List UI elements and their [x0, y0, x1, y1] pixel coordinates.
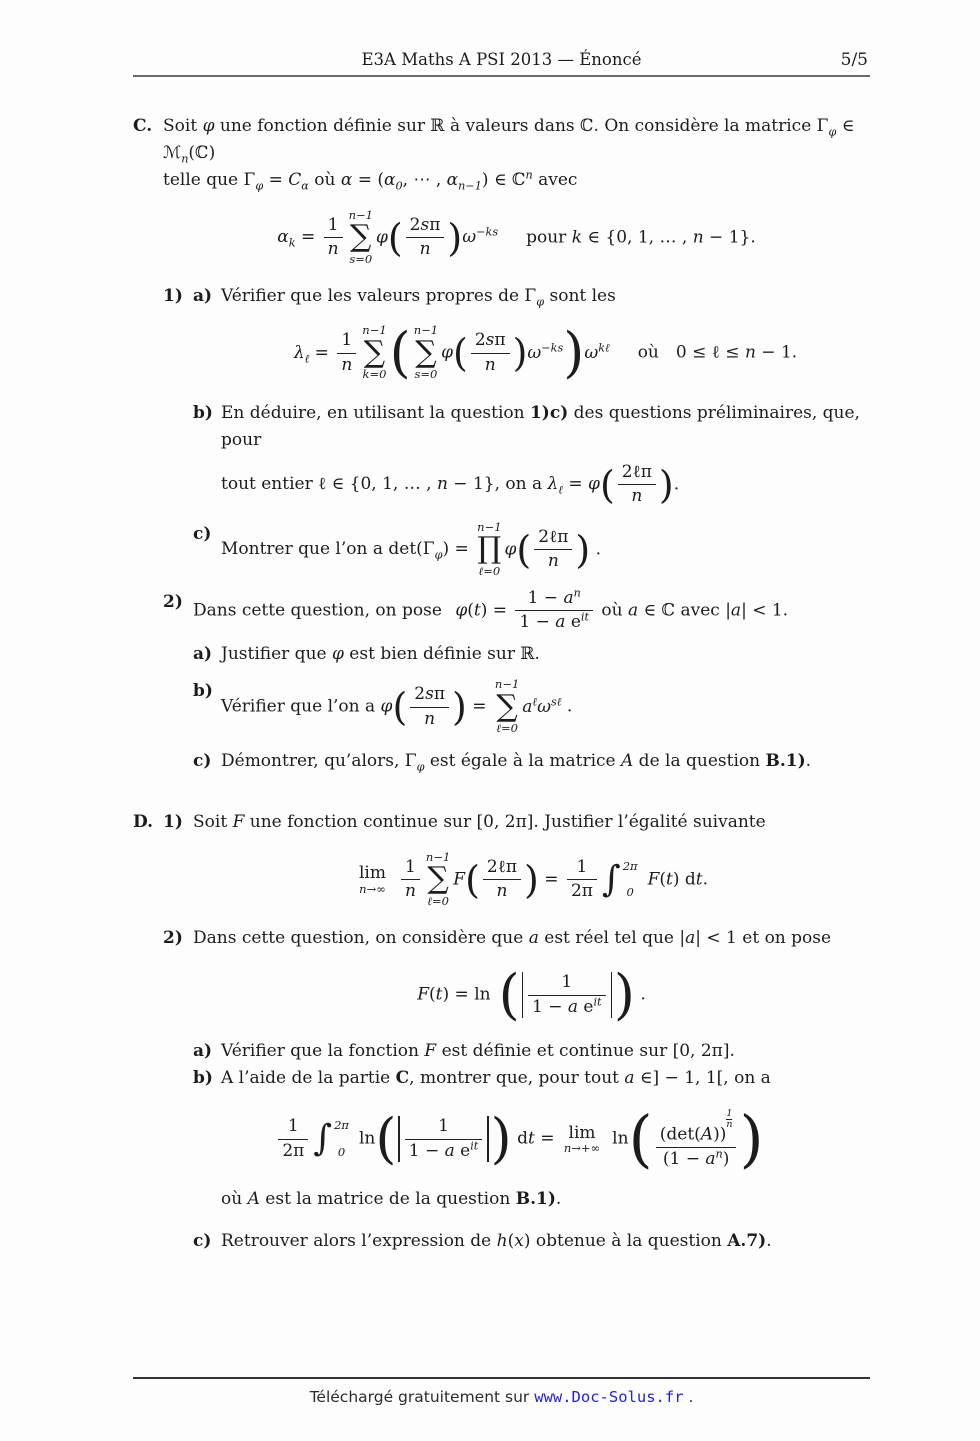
question-c2 — [163, 586, 870, 776]
abs-bar — [522, 972, 523, 1018]
item-d2a-text: Vérifier que la fonction F est définie et continue sur [0, 2π]. — [221, 1041, 735, 1061]
fraction-1-over-n: $\frac{1}{n}$ — [324, 216, 343, 260]
fraction-1-over-2pi: $\frac{1}{2\pi}$ — [278, 1117, 308, 1161]
item-d2b-label: b) — [193, 1068, 213, 1089]
phi-symbol: φ — [504, 539, 517, 560]
abs-bar — [398, 1116, 399, 1162]
document-body — [133, 113, 870, 1255]
question-d2-label: 2) — [163, 927, 183, 948]
formula-F-definition: F(t) = ln ( $\frac{1}{1 - a e^{it}}$ ) . — [417, 963, 646, 1026]
item-c1b-line2: tout entier ℓ ∈ {0, 1, … , n − 1}, on a $\lambda_\ell = \varphi$( $\frac{\text{2ℓπ}}{n}$ ). — [221, 461, 680, 507]
item-d2b-text: A l’aide de la partie C, montrer que, pour tout a ∈] − 1, 1[, on a — [221, 1068, 771, 1089]
formula-condition: pour k ∈ {0, 1, … , n − 1}. — [526, 227, 756, 248]
dt-differential: dt — [511, 1128, 535, 1149]
fraction-1-over-2pi: $\frac{1}{2\pi}$ — [567, 858, 597, 902]
item-c1c-label: c) — [193, 523, 212, 544]
question-d1-text: Soit F une fonction continue sur [0, 2π]. Justifier l’égalité suivante — [193, 812, 766, 833]
right-paren: ) — [447, 215, 463, 260]
big-left-paren: ( — [389, 321, 411, 385]
item-c1b — [193, 400, 870, 506]
sum-terms: $a^\ell\omega^{s\ell}$ — [522, 695, 562, 717]
item-c1c-text: Montrer que l’on a $\det(\Gamma_\varphi)$ = n−1 ∏ ℓ=0 φ( $\frac{\text{2ℓπ}}{n}$ ) . — [221, 519, 602, 578]
part-c-intro-line1: Soit φ une fonction définie sur ℝ à valeurs dans ℂ. On considère la matrice $\Gamma_\varphi$ ∈ ℳ$_n$(ℂ) — [163, 116, 855, 166]
item-c1b-label: b) — [193, 403, 213, 424]
left-paren: ( — [387, 215, 403, 260]
item-c2c-label: c) — [193, 751, 212, 772]
footer-text — [133, 1388, 870, 1406]
fraction-2spi-over-n: $\frac{2s\pi}{n}$ — [410, 685, 449, 729]
fraction-2lpi-over-n: $\frac{\text{2ℓπ}}{n}$ — [483, 858, 521, 902]
formula-lhs: $\alpha_k$ = — [277, 227, 321, 250]
formula-limit-riemann: lim n→∞ $\frac{1}{n}$ n−1 ∑ ℓ=0 F( $\frac{\text{2ℓπ}}{n}$ ) = $\frac{1}{2\pi}$ ∫ 2π 0 F(t) dt. — [358, 849, 709, 909]
formula-integral-det: $\frac{1}{2\pi}$ ∫ 2π 0 ln( $\frac{1}{1 - a e^{it}}$ ) dt = lim n→+∞ ln( (det(A)) $^{\frac{1}{n}}$ $(1 - a^n)$ ) — [169, 1106, 870, 1172]
F-variable: F — [453, 869, 466, 890]
item-c2b — [193, 678, 870, 736]
item-c2c — [193, 748, 870, 775]
fraction-2spi-over-n: $\frac{2s\pi}{n}$ — [406, 216, 445, 260]
fraction-1-over-n: $\frac{1}{n}$ — [337, 331, 356, 375]
ln-function: ln — [612, 1128, 629, 1149]
item-c2b-label: b) — [193, 681, 213, 702]
formula-condition: où 0 ≤ ℓ ≤ n − 1. — [637, 342, 798, 363]
exponent-1-over-n: 1 n — [726, 1108, 733, 1130]
item-d2c — [193, 1228, 870, 1255]
item-d2b — [193, 1065, 870, 1213]
question-c2-body — [193, 586, 870, 776]
header-page-number: 5/5 — [840, 50, 868, 70]
item-c1c — [193, 521, 870, 579]
part-C — [133, 113, 870, 775]
fraction-2lpi-over-n: $\frac{\text{2ℓπ}}{n}$ — [618, 463, 656, 507]
ln-function: ln — [358, 1128, 376, 1149]
item-c1a-text: Vérifier que les valeurs propres de $\Gamma_\varphi$ sont les — [221, 285, 616, 309]
sum-operator: n−1 ∑ s=0 — [348, 207, 373, 266]
part-d-body — [163, 809, 870, 1254]
abs-bar — [611, 972, 612, 1018]
item-c2b-text: Vérifier que l’on a φ( $\frac{2s\pi}{n}$ ) = n−1 ∑ ℓ=0 $a^\ell\omega^{s\ell}$ . — [221, 677, 573, 736]
item-c2c-text: Démontrer, qu’alors, $\Gamma_\varphi$ est égale à la matrice A de la question B.1). — [221, 751, 812, 774]
product-operator: n−1 ∏ ℓ=0 — [477, 519, 502, 578]
footer-rule — [133, 1377, 870, 1379]
item-d2c-text: Retrouver alors l’expression de h(x) obtenue à la question A.7). — [221, 1230, 772, 1251]
page-header — [133, 50, 870, 77]
item-c2a-label: a) — [193, 643, 213, 664]
page-footer — [133, 1377, 870, 1406]
sum-operator-k: n−1 ∑ k=0 — [362, 322, 387, 382]
sum-operator: n−1 ∑ ℓ=0 — [494, 677, 520, 736]
omega-power: $\omega^{-ks}$ — [462, 225, 499, 248]
item-c1a-label: a) — [193, 285, 213, 306]
fraction-phi-t: $\frac{1 - a^n}{1 - a e^{it}}$ — [515, 589, 593, 633]
integrand: F(t) dt. — [647, 869, 709, 890]
question-d1 — [163, 809, 870, 908]
question-d1-label: 1) — [163, 812, 183, 833]
abs-bar — [487, 1116, 488, 1162]
question-c1 — [163, 283, 870, 579]
question-d2 — [163, 925, 870, 1255]
question-d2-text: Dans cette question, on considère que a est réel tel que |a| < 1 et on pose — [193, 927, 832, 948]
part-D — [133, 809, 870, 1254]
formula-alpha-k — [163, 209, 870, 267]
part-c-label: C. — [133, 116, 153, 136]
sum-operator-s: n−1 ∑ s=0 — [413, 322, 439, 382]
fraction-det: (det(A)) $^{\frac{1}{n}}$ $(1 - a^n)$ — [656, 1109, 737, 1170]
part-d-label: D. — [133, 812, 154, 833]
limit-operator: lim n→∞ — [358, 863, 386, 896]
question-c2-label: 2) — [163, 591, 183, 612]
integral-operator: ∫ 2π 0 — [313, 1118, 349, 1160]
item-c2a-text: Justifier que φ est bien définie sur ℝ. — [221, 643, 540, 664]
footer-suffix: . — [683, 1388, 694, 1406]
part-c-body — [163, 113, 870, 775]
item-d2a-label: a) — [193, 1041, 213, 1061]
omega-power-kl: $\omega^{k\ell}$ — [584, 340, 610, 363]
item-c1a — [193, 283, 870, 385]
header-title: E3A Maths A PSI 2013 — Énoncé — [361, 50, 642, 69]
item-d2a — [193, 1038, 870, 1065]
fraction-1-over-n: $\frac{1}{n}$ — [401, 858, 420, 902]
big-right-paren: ) — [563, 321, 585, 385]
footer-link[interactable]: www.Doc-Solus.fr — [534, 1388, 684, 1406]
omega-power-ks: $\omega^{-ks}$ — [527, 340, 564, 363]
phi-symbol: φ — [441, 342, 453, 363]
sum-operator: n−1 ∑ ℓ=0 — [425, 849, 451, 909]
integral-operator: ∫ 2π 0 — [601, 858, 638, 900]
question-c1-body — [193, 283, 870, 579]
question-c1-label: 1) — [163, 285, 183, 306]
limit-operator: lim n→+∞ — [563, 1122, 601, 1156]
footer-prefix: Téléchargé gratuitement sur — [309, 1388, 535, 1406]
part-c-intro-line2: telle que $\Gamma_\varphi = C_\alpha$ où $\alpha = (\alpha_0$, ⋯ , $\alpha_{n-1}$) ∈ ℂ$^n$ avec — [163, 168, 578, 193]
item-d2c-label: c) — [193, 1230, 212, 1251]
question-c2-intro: Dans cette question, on pose φ(t) = $\frac{1 - a^n}{1 - a e^{it}}$ où a ∈ ℂ avec |a| < 1. — [193, 586, 789, 633]
fraction-2lpi-over-n: $\frac{\text{2ℓπ}}{n}$ — [534, 528, 572, 572]
fraction-abs: $\frac{1}{1 - a e^{it}}$ — [405, 1117, 483, 1161]
header-rule — [133, 75, 870, 77]
fraction-abs: $\frac{1}{1 - a e^{it}}$ — [528, 973, 606, 1017]
fraction-2spi-over-n: $\frac{2s\pi}{n}$ — [471, 331, 510, 375]
item-d2b-after: où A est la matrice de la question B.1). — [221, 1189, 562, 1210]
item-c1b-line1: En déduire, en utilisant la question 1)c) des questions préliminaires, que, pour — [221, 403, 860, 451]
phi-symbol: φ — [375, 227, 388, 248]
formula-lambda-l: $\lambda_\ell$ = $\frac{1}{n}$ n−1 ∑ k=0 ( n−1 ∑ s=0 φ( $\frac{2s\pi}{n}$ )$\omega^{-ks})\omega^{k\ell}$ où 0 ≤ ℓ ≤ n − 1. — [293, 321, 798, 385]
item-c2a — [193, 641, 870, 668]
